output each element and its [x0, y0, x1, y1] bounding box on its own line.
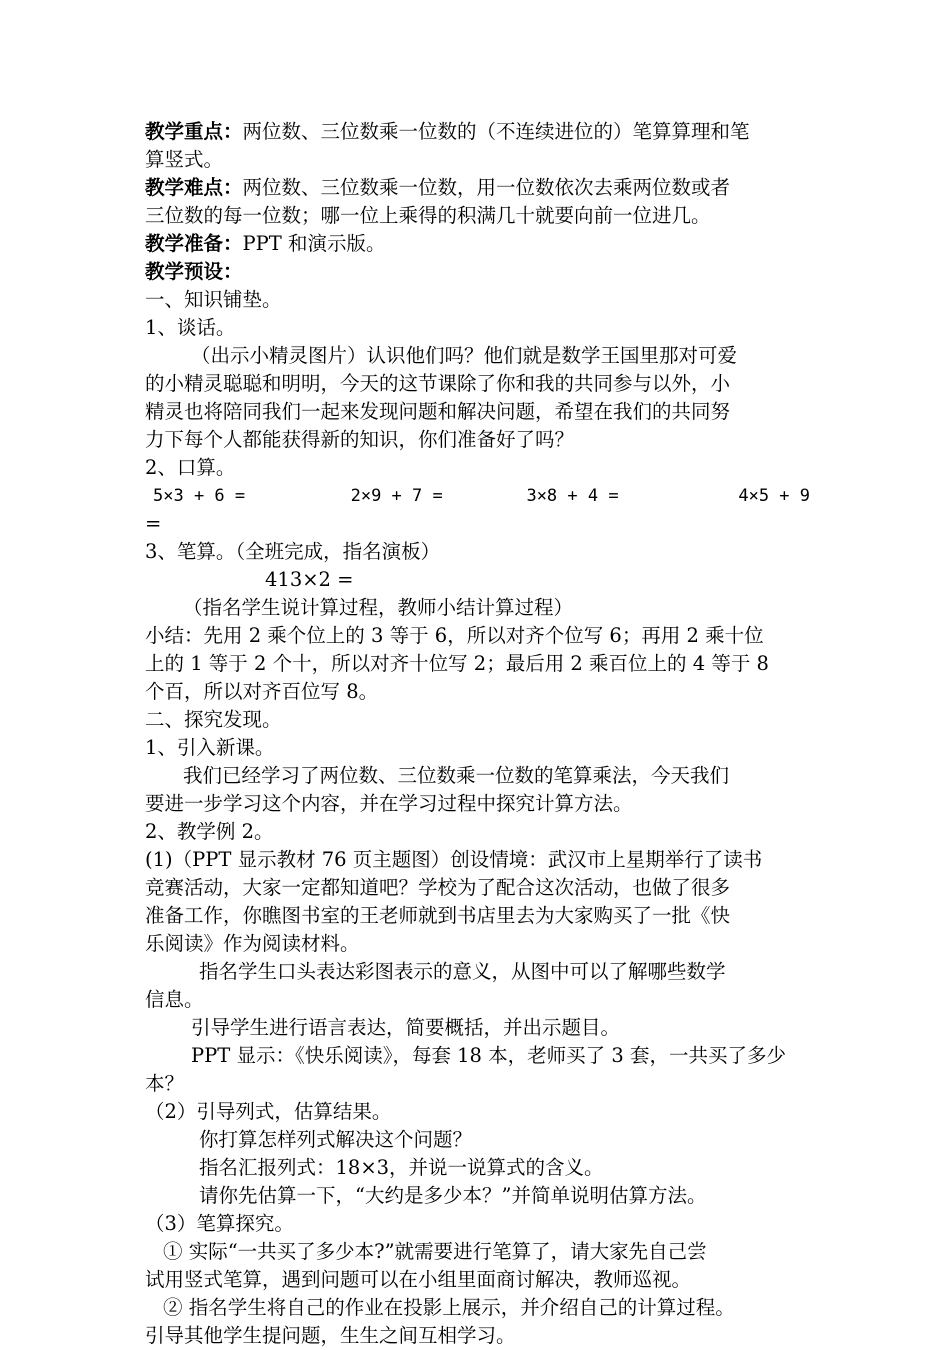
written-note: （指名学生说计算过程，教师小结计算过程）: [183, 596, 574, 619]
difficulty-continued: 三位数的每一位数；哪一位上乘得的积满几十就要向前一位进几。: [145, 204, 711, 227]
summary-line-2: 上的 1 等于 2 个十，所以对齐十位写 2；最后用 2 乘百位上的 4 等于 8: [145, 652, 769, 675]
oral-problem: 5×3 + 6 =: [153, 486, 246, 506]
oral-title: 2、口算。: [145, 456, 236, 479]
talk-line-3: 精灵也将陪同我们一起来发现问题和解决问题，希望在我们的共同努: [145, 400, 731, 423]
example-1-line-1: (1)（PPT 显示教材 76 页主题图）创设情境：武汉市上星期举行了读书: [145, 848, 763, 871]
teaching-focus: [145, 118, 810, 146]
intro-line-2: 要进一步学习这个内容，并在学习过程中探究计算方法。: [145, 792, 633, 815]
example-1-line-3: 准备工作，你瞧图书室的王老师就到书店里去为大家购买了一批《快: [145, 904, 731, 927]
example-3-item-2-line-2: 引导其他学生提问题，生生之间互相学习。: [145, 1324, 516, 1347]
teaching-prep: [145, 230, 810, 258]
example-title: 2、教学例 2。: [145, 820, 274, 843]
example-1-sub2: 引导学生进行语言表达，简要概括，并出示题目。: [191, 1016, 621, 1039]
focus-text: 两位数、三位数乘一位数的（不连续进位的）笔算算理和笔: [242, 120, 750, 143]
focus-label: 教学重点：: [145, 120, 243, 143]
written-expression: 413×2 =: [265, 568, 354, 591]
oral-problems: [145, 482, 810, 510]
example-3-item-1-line-2: 试用竖式笔算，遇到问题可以在小组里面商讨解决，教师巡视。: [145, 1268, 692, 1291]
oral-problem-wrap: =: [145, 512, 162, 535]
section-1-title: 一、知识铺垫。: [145, 288, 282, 311]
example-2-title: （2）引导列式，估算结果。: [145, 1100, 392, 1123]
example-1-line-2: 竞赛活动，大家一定都知道吧？学校为了配合这次活动，也做了很多: [145, 876, 731, 899]
written-title: 3、笔算。（全班完成，指名演板）: [145, 540, 441, 563]
example-1-sub1-line-2: 信息。: [145, 988, 204, 1011]
oral-problem: 4×5 + 9: [738, 486, 810, 506]
teaching-difficulty: [145, 174, 810, 202]
intro-title: 1、引入新课。: [145, 736, 275, 759]
summary-line-1: 小结：先用 2 乘个位上的 3 等于 6，所以对齐个位写 6；再用 2 乘十位: [145, 624, 764, 647]
difficulty-label: 教学难点：: [145, 176, 243, 199]
summary-line-3: 个百，所以对齐百位写 8。: [145, 680, 379, 703]
talk-line-4: 力下每个人都能获得新的知识，你们准备好了吗？: [145, 428, 575, 451]
example-2-line: 请你先估算一下，“大约是多少本？”并简单说明估算方法。: [199, 1184, 707, 1207]
intro-line-1: 我们已经学习了两位数、三位数乘一位数的笔算乘法，今天我们: [183, 764, 730, 787]
document-page: [145, 118, 810, 1350]
example-3-item-1-line-1: ① 实际“一共买了多少本?”就需要进行笔算了，请大家先自己尝: [163, 1240, 707, 1263]
teaching-preset-label: 教学预设：: [145, 260, 243, 283]
focus-continued: 算竖式。: [145, 148, 224, 171]
example-1-sub3-line-2: 本？: [145, 1072, 185, 1095]
oral-problem: 2×9 + 7 =: [350, 486, 443, 506]
example-2-line: 你打算怎样列式解决这个问题？: [199, 1128, 473, 1151]
oral-problem: 3×8 + 4 =: [526, 486, 619, 506]
prep-label: 教学准备：: [145, 232, 243, 255]
section-2-title: 二、探究发现。: [145, 708, 282, 731]
talk-line-1: （出示小精灵图片）认识他们吗？他们就是数学王国里那对可爱: [191, 344, 738, 367]
prep-text: PPT 和演示版。: [242, 232, 386, 255]
example-1-sub3-line-1: PPT 显示：《快乐阅读》，每套 18 本，老师买了 3 套，一共买了多少: [191, 1044, 786, 1067]
example-2-line: 指名汇报列式：18×3，并说一说算式的含义。: [199, 1156, 604, 1179]
example-3-item-2-line-1: ② 指名学生将自己的作业在投影上展示，并介绍自己的计算过程。: [163, 1296, 735, 1319]
talk-title: 1、谈话。: [145, 316, 236, 339]
example-1-sub1-line-1: 指名学生口头表达彩图表示的意义，从图中可以了解哪些数学: [199, 960, 726, 983]
example-3-title: （3）笔算探究。: [145, 1212, 294, 1235]
talk-line-2: 的小精灵聪聪和明明，今天的这节课除了你和我的共同参与以外，小: [145, 372, 731, 395]
example-1-line-4: 乐阅读》作为阅读材料。: [145, 932, 360, 955]
difficulty-text: 两位数、三位数乘一位数，用一位数依次去乘两位数或者: [242, 176, 731, 199]
